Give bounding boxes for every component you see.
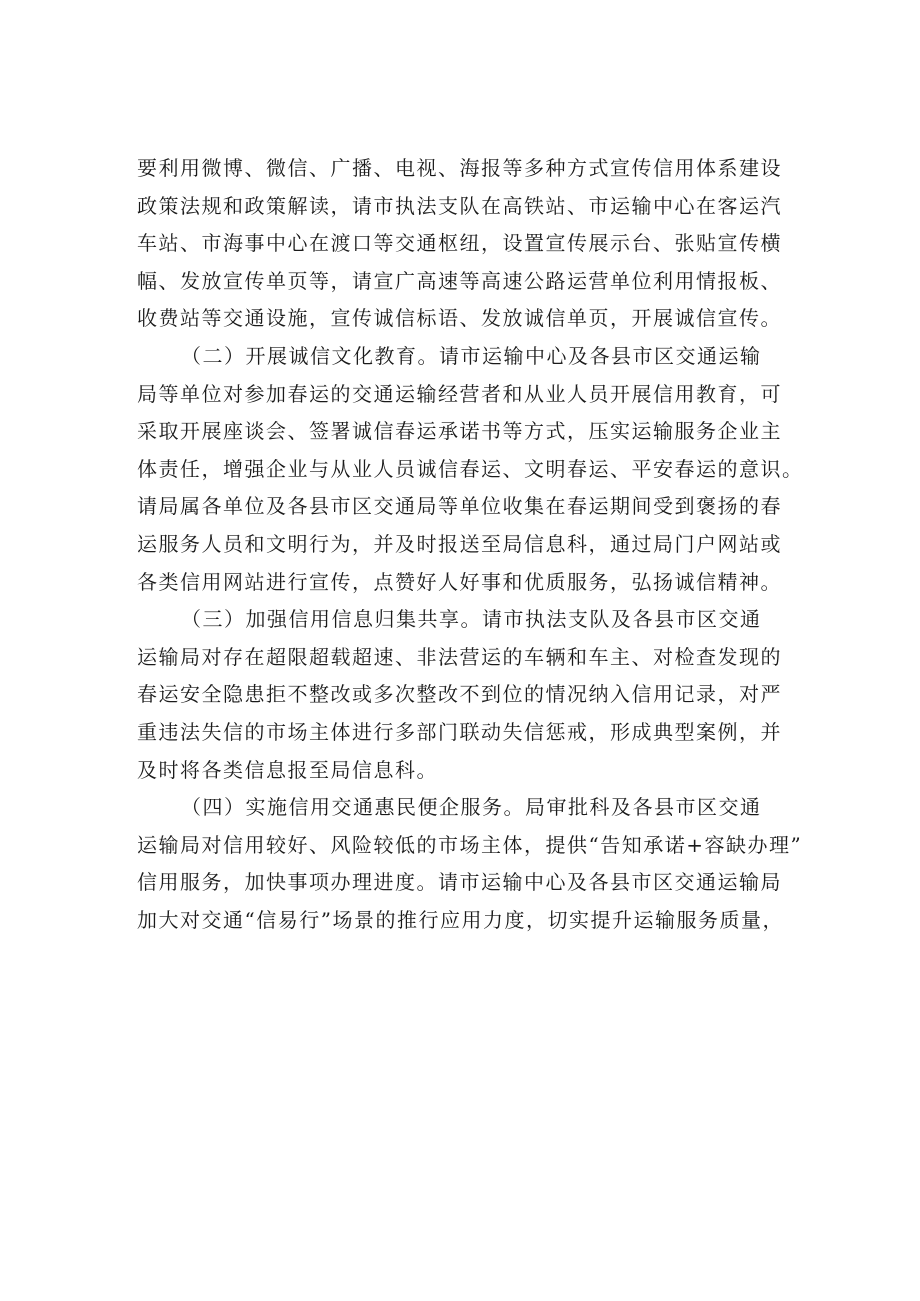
paragraph-4-line-1: （四）实施信用交通惠民便企服务。局审批科及各县市区交通: [181, 795, 762, 820]
paragraph-2-line-6: 运服务人员和文明行为，并及时报送至局信息科，通过局门户网站或: [137, 531, 782, 556]
paragraph-3-line-4: 重违法失信的市场主体进行多部门联动失信惩戒，形成典型案例，并: [137, 719, 782, 744]
paragraph-3-line-5: 及时将各类信息报至局信息科。: [137, 757, 438, 782]
paragraph-3-line-2: 运输局对存在超限超载超速、非法营运的车辆和车主、对检查发现的: [137, 644, 782, 669]
paragraph-3-line-3: 春运安全隐患拒不整改或多次整改不到位的情况纳入信用记录，对严: [137, 682, 782, 707]
paragraph-1-line-4: 幅、发放宣传单页等，请宣广高速等高速公路运营单位利用情报板、: [137, 268, 782, 293]
paragraph-2-line-4: 体责任，增强企业与从业人员诚信春运、文明春运、平安春运的意识。: [137, 456, 804, 481]
paragraph-1-line-2: 政策法规和政策解读，请市执法支队在高铁站、市运输中心在客运汽: [137, 193, 782, 218]
paragraph-2-line-3: 采取开展座谈会、签署诚信春运承诺书等方式，压实运输服务企业主: [137, 419, 782, 444]
paragraph-1-line-5: 收费站等交通设施，宣传诚信标语、发放诚信单页，开展诚信宣传。: [137, 306, 782, 331]
paragraph-4-line-3: 信用服务，加快事项办理进度。请市运输中心及各县市区交通运输局: [137, 870, 782, 895]
paragraph-4-line-2: 运输局对信用较好、风险较低的市场主体，提供“告知承诺+容缺办理”: [137, 832, 803, 857]
paragraph-2-line-2: 局等单位对参加春运的交通运输经营者和从业人员开展信用教育，可: [137, 381, 782, 406]
paragraph-4-line-4: 加大对交通“信易行”场景的推行应用力度，切实提升运输服务质量，: [137, 907, 784, 932]
paragraph-2-line-7: 各类信用网站进行宣传，点赞好人好事和优质服务，弘扬诚信精神。: [137, 569, 782, 594]
paragraph-2-line-1: （二）开展诚信文化教育。请市运输中心及各县市区交通运输: [181, 343, 762, 368]
paragraph-1-line-3: 车站、市海事中心在渡口等交通枢纽，设置宣传展示台、张贴宣传横: [137, 231, 782, 256]
paragraph-1-line-1: 要利用微博、微信、广播、电视、海报等多种方式宣传信用体系建设: [137, 156, 782, 180]
paragraph-2-line-5: 请局属各单位及各县市区交通局等单位收集在春运期间受到褒扬的春: [137, 494, 782, 519]
document-body: [137, 150, 804, 939]
paragraph-3-line-1: （三）加强信用信息归集共享。请市执法支队及各县市区交通: [181, 607, 762, 632]
